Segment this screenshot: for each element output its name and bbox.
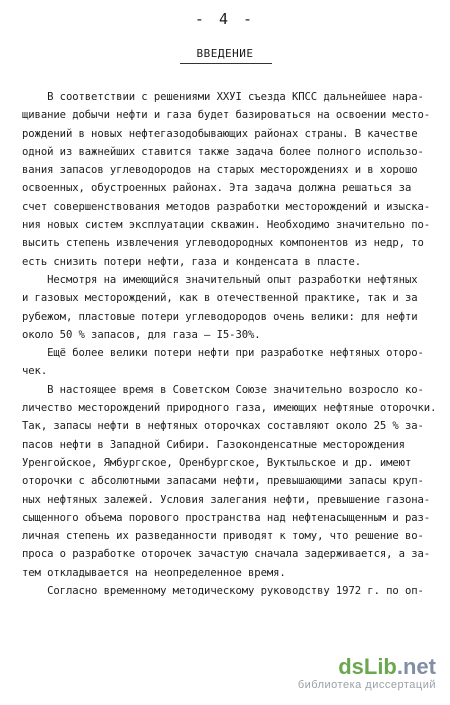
text-line: ния новых систем эксплуатации скважин. Необходимо значительно по- [22, 219, 431, 232]
text-line: и газовых месторождений, как в отечественной практике, так и за [22, 292, 418, 305]
text-line: высить степень извлечения углеводородных компонентов из недр, то [22, 237, 424, 250]
text-line: вания запасов углеводородов на старых месторождениях и в хорошо [22, 164, 418, 177]
text-line: Так, запасы нефти в нефтяных оторочках составляют около 25 % за- [22, 420, 424, 433]
text-line: ных нефтяных залежей. Условия залегания нефти, превышение газона- [22, 493, 431, 506]
logo-lib: Lib [363, 654, 397, 679]
text-line: Несмотря на имеющийся значительный опыт разработки нефтяных [22, 273, 418, 286]
text-line: сыщенного объема порового пространства над нефтенасыщенным и раз- [22, 511, 431, 524]
body-text [22, 88, 442, 600]
watermark-subtitle: библиотека диссертаций [297, 679, 436, 691]
text-line: В настоящее время в Советском Союзе значительно возросло ко- [22, 383, 424, 396]
text-line: Согласно временному методическому руководству 1972 г. по оп- [22, 585, 424, 598]
text-line: оторочки с абсолютными запасами нефти, превышающими запасы круп- [22, 475, 424, 488]
text-line: около 50 % запасов, для газа – I5-30%. [22, 328, 261, 341]
heading-underline [180, 63, 272, 64]
text-line: чек. [22, 365, 48, 378]
text-line: В соответствии с решениями ХХУI съезда КПСС дальнейшее нара- [22, 91, 424, 103]
section-heading: ВВЕДЕНИЕ [196, 47, 254, 60]
text-line: тем откладывается на неопределенное время. [22, 566, 286, 579]
logo-ds: ds [338, 654, 364, 679]
text-line: Уренгойское, Ямбургское, Оренбургское, Вуктыльское и др. имеют [22, 456, 412, 469]
text-line: счет совершенствования методов разработки месторождений и изыска- [22, 200, 431, 213]
text-line: освоенных, обустроенных районах. Эта задача должна решаться за [22, 182, 412, 195]
text-line: проса о разработке оторочек зачастую сначала задерживается, а за- [22, 548, 431, 561]
watermark [298, 655, 436, 691]
text-line: рождений в новых нефтегазодобывающих районах страны. В качестве [22, 127, 418, 140]
text-line: есть снизить потери нефти, газа и конденсата в пласте. [22, 255, 362, 268]
logo-net: .net [396, 654, 436, 679]
text-line: рубежом, пластовые потери углеводородов очень велики: для нефти [22, 310, 418, 323]
text-line: одной из важнейших ставится также задача более полного использо- [22, 145, 424, 158]
text-line: пасов нефти в Западной Сибири. Газоконденсатные месторождения [22, 438, 405, 451]
watermark-logo [298, 655, 436, 679]
text-line: Ещё более велики потери нефти при разработке нефтяных оторо- [22, 347, 424, 360]
text-line: личная степень их разведанности приводят к тому, что решение во- [22, 530, 424, 543]
text-line: щивание добычи нефти и газа будет базироваться на освоении место- [22, 109, 431, 122]
page-number: - 4 - [194, 10, 256, 28]
text-line: личество месторождений природного газа, имеющих нефтяные оторочки. [22, 402, 437, 415]
